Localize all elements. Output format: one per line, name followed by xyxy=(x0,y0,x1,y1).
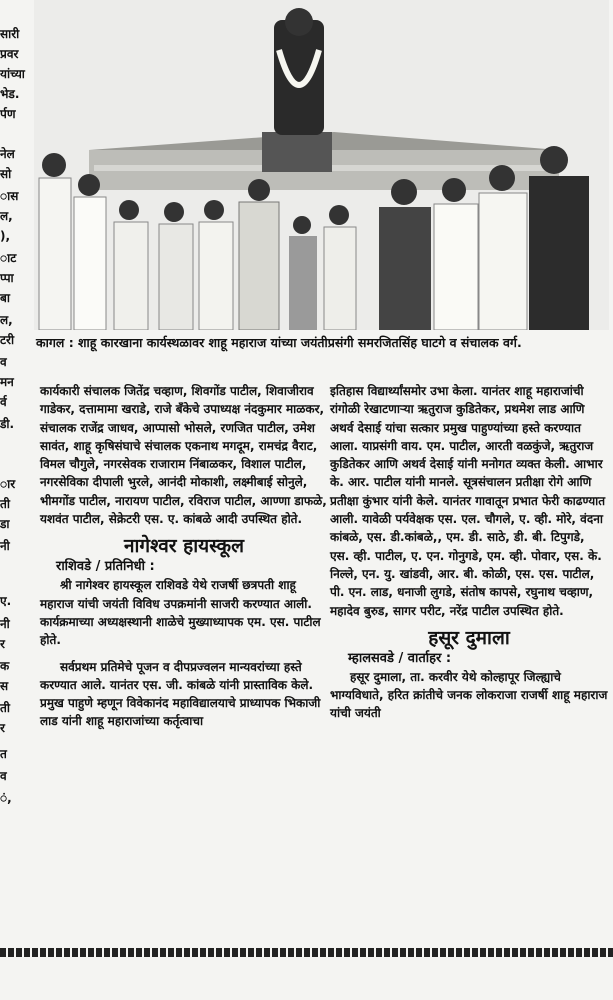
section-heading: नागेश्वर हायस्कूल xyxy=(123,535,245,558)
left-fragment: ं, xyxy=(0,791,12,805)
left-fragment: ाट xyxy=(0,251,17,265)
left-fragment: व xyxy=(0,355,7,369)
left-fragment: ए. xyxy=(0,594,12,608)
paragraph: इतिहास विद्यार्थ्यांसमोर उभा केला. यानंतर शाहू महाराजांची रांगोळी रेखाटणाऱ्या ऋतुराज कुडितेकर, प्रथमेश लाड आणि अथर्व देसाई यांचा सत्कार प्रमुख पाहुण्यांच्या हस्ते करण्यात आला. याप्रसंगी वाय. एम. पाटील, आरती वळकुंजे, ऋतुराज कुडितेकर आणि अथर्व देसाई यांनी मनोगत व्यक्त केली. आभार के. आर. पाटील यांनी मानले. सूत्रसंचालन प्रतीक्षा रोगे आणि प्रतीक्षा कुंभार यांनी केले. यानंतर गावातून प्रभात फेरी काढण्यात आली. यावेळी पर्यवेक्षक एस. एल. चौगले, ए. व्ही. मोरे, वंदना कांबळे, एस. डी.कांबळे,, एम. डी. साठे, डी. बी. टिपुगडे, एस. व्ही. पाटील, ए. एन. गोनुगडे, एम. व्ही. पोवार, एस. के. निल्ले, एन. यु. खांडवी, आर. बी. कोळी, एस. एस. पाटील, पी. एन. लाड, धनाजी लुगडे, संतोष कापसे, रघुनाथ चव्हाण, महादेव बुरुड, सागर परीट, नरेंद्र पाटील उपस्थित होते. xyxy=(330,384,606,618)
article-column-2 xyxy=(330,382,608,723)
photo-illustration xyxy=(34,0,609,330)
paragraph: श्री नागेश्वर हायस्कूल राशिवडे येथे राजर्षी छत्रपती शाहू महाराज यांची जयंती विविध उपक्रमांनी साजरी करण्यात आली. कार्यक्रमाच्या अध्यक्षस्थानी शाळेचे मुख्याध्यापक एम. एस. पाटील होते. xyxy=(40,578,321,648)
left-fragment: र xyxy=(0,637,5,651)
left-column-fragments xyxy=(0,0,36,930)
left-fragment: यांच्या xyxy=(0,67,25,81)
left-fragment: मन xyxy=(0,375,14,389)
left-fragment: नी xyxy=(0,617,10,631)
photo-caption: कागल : शाहू कारखाना कार्यस्थळावर शाहू महाराज यांच्या जयंतीप्रसंगी समरजितसिंह घाटगे व संचालक वर्ग. xyxy=(36,335,522,350)
left-fragment: डा xyxy=(0,517,10,531)
left-fragment: व xyxy=(0,769,7,783)
left-fragment: स xyxy=(0,679,9,693)
left-fragment: र्व xyxy=(0,395,7,409)
left-fragment: प्रवर xyxy=(0,47,19,61)
left-fragment: र्पण xyxy=(0,107,16,121)
left-fragment: ार xyxy=(0,477,16,491)
left-fragment: क xyxy=(0,659,10,673)
paragraph: कार्यकारी संचालक जितेंद्र चव्हाण, शिवगोंड पाटील, शिवाजीराव गाडेकर, दत्तामामा खराडे, राजे बँकेचे उपाध्यक्ष नंदकुमार माळकर, संचालक राजेंद्र जाधव, आप्पासो भोसले, रणजित पाटील, उमेश सावंत, शाहू कृषिसंघाचे संचालक एकनाथ मगदूम, रामचंद्र वैराट, विमल चौगुले, नगरसेवक राजाराम निंबाळकर, विशाल पाटील, नगरसेविका दीपाली भुरले, आनंदी मोकाशी, लक्ष्मीबाई सोनुले, भीमगोंड पाटील, नारायण पाटील, रविराज पाटील, आण्णा डाफळे, यशवंत पाटील, सेक्रेटरी एस. ए. कांबळे आदी उपस्थित होते. xyxy=(40,384,327,527)
dateline: म्हालसवडे / वार्ताहर : xyxy=(348,650,452,666)
left-fragment: बा xyxy=(0,291,10,305)
left-fragment: नी xyxy=(0,539,10,553)
left-fragment: ास xyxy=(0,189,19,203)
bottom-border xyxy=(0,948,613,957)
left-fragment: ), xyxy=(0,229,11,243)
article-column-1 xyxy=(40,382,328,731)
left-fragment: ती xyxy=(0,497,10,511)
left-fragment: नेल xyxy=(0,147,15,161)
left-fragment: टरी xyxy=(0,333,15,347)
left-fragment: र xyxy=(0,721,5,735)
paragraph: हसूर दुमाला, ता. करवीर येथे कोल्हापूर जिल्ह्याचे भाग्यविधाते, हरित क्रांतीचे जनक लोकराजा राजर्षी शाहू महाराज यांची जयंती xyxy=(330,669,608,721)
left-fragment: सारी xyxy=(0,27,20,41)
left-fragment: ल, xyxy=(0,313,13,327)
bottom-margin xyxy=(0,962,613,1000)
paragraph: सर्वप्रथम प्रतिमेचे पूजन व दीपप्रज्वलन मान्यवरांच्या हस्ते करण्यात आले. यानंतर एस. जी. कांबळे यांनी प्रास्ताविक केले. प्रमुख पाहुणे म्हणून विवेकानंद महाविद्यालयाचे प्राध्यापक भिकाजी लाड यांनी शाहू महाराजांच्या कर्तृत्वाचा xyxy=(40,659,321,729)
section-heading: हसूर दुमाला xyxy=(428,626,510,649)
left-fragment: त xyxy=(0,747,7,761)
left-fragment: प्पा xyxy=(0,271,14,285)
left-fragment: ती xyxy=(0,701,10,715)
left-fragment: ल, xyxy=(0,209,13,223)
news-photo xyxy=(34,0,609,330)
dateline: राशिवडे / प्रतिनिधी : xyxy=(56,559,155,575)
left-fragment: भेड. xyxy=(0,87,20,101)
left-fragment: डी. xyxy=(0,417,15,431)
left-fragment: सो xyxy=(0,167,12,181)
